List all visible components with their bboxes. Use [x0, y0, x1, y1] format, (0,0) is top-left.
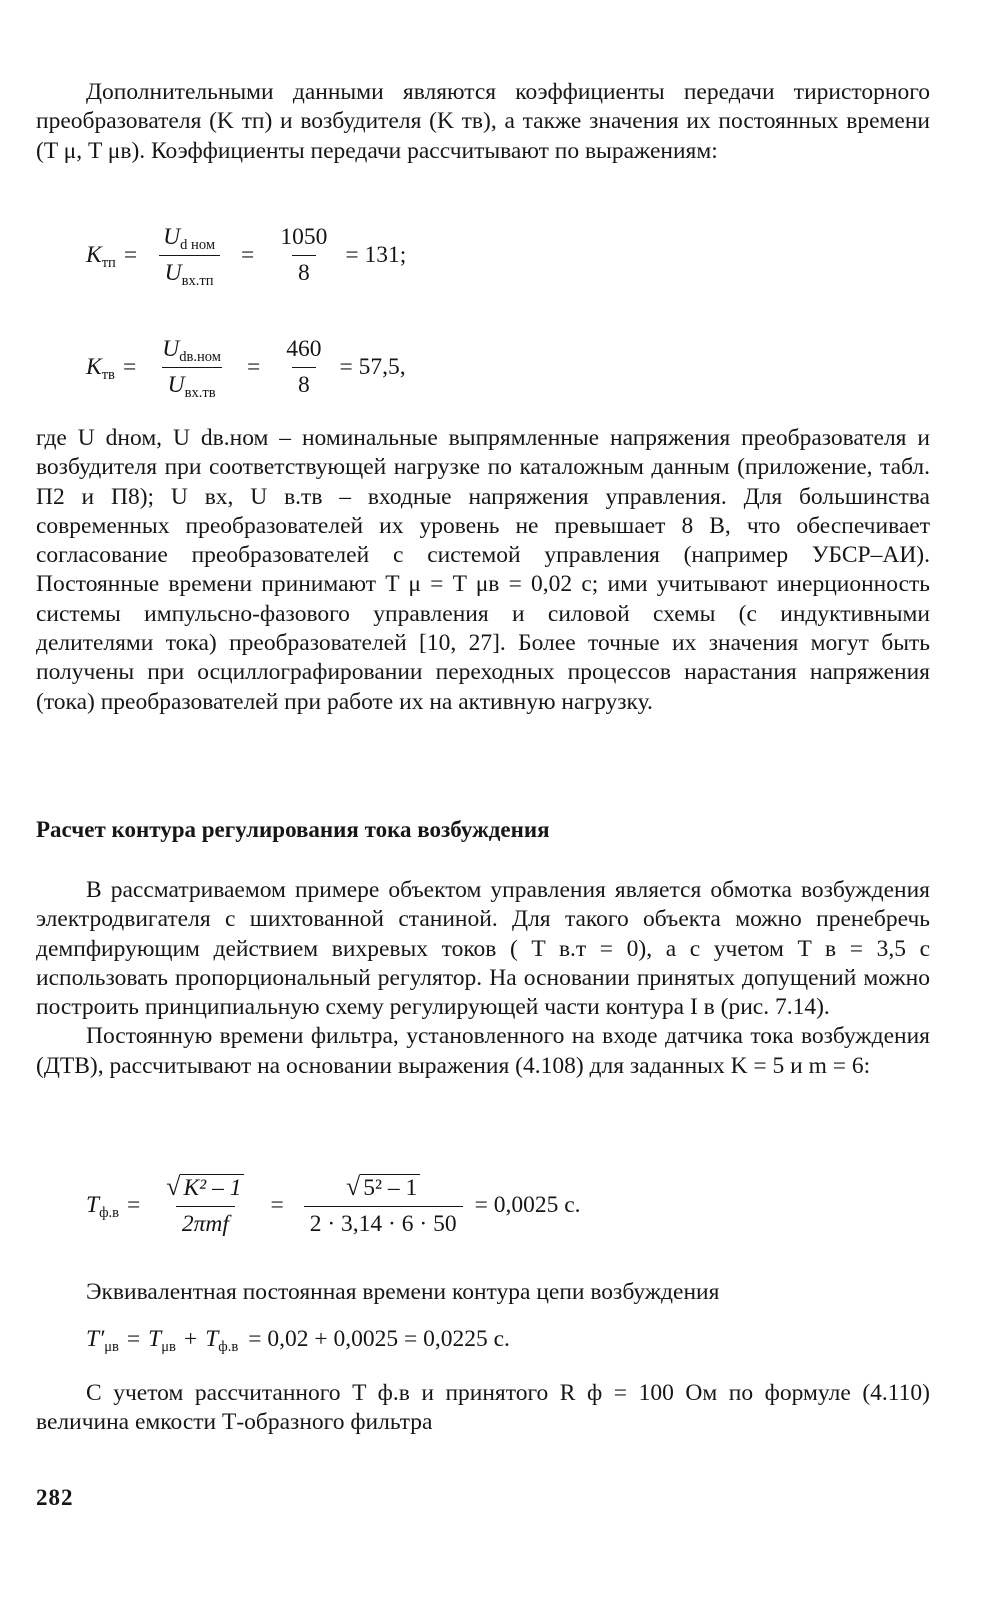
formula-t-mu-v: $T'_{\mu в}$ = $T_{\mu в}$ + $T_{ф.в}$ = 0,02 + 0,0025 = 0,0225 с. [86, 1326, 510, 1356]
formula-t-fv-lhs: $T_{ф.в}$ [86, 1191, 120, 1221]
formula-t-mu-v-lhs: $T'_{\mu в}$ [86, 1326, 119, 1356]
formula-k-tv: $K_{тв}$ = $\frac{U_{dв.ном}}{U_{вх.тв}}$ = $\frac{460}{8}$ = 57,5, [86, 336, 406, 402]
formula-t-mu-v-result: = 0,02 + 0,0025 = 0,0225 с. [248, 1326, 510, 1352]
paragraph-where-definitions: где U dном, U dв.ном – номинальные выпрямленные напряжения преобразователя и возбудителя при соответствующей нагрузке по каталожным данным (приложение, табл. П2 и П8); U вх, U в.тв – входные напряжения управления. Для большинства современных преобразователей их уровень не превышает 8 В, что обеспечивает согласование преобразователей с системой управления (например УБСР–АИ). Постоянные времени принимают T μ = T μв = 0,02 с; ими учитывают инерционность системы импульсно-фазового управления и силовой схемы (с индуктивными делителями тока) преобразователей [10, 27]. Более точные их значения могут быть получены при осциллографировании переходных процессов нарастания напряжения (тока) преобразователей при работе их на активную нагрузку. [36, 425, 930, 715]
formula-k-tv-lhs: $K_{тв}$ [86, 354, 115, 384]
formula-k-tp-numeric: $\frac{1050}{8}$ [280, 224, 328, 286]
formula-k-tp-fraction: $\frac{U_{d ном}}{U_{вх.тп}}$ [157, 224, 221, 287]
formula-t-fv-result: = 0,0025 с. [474, 1191, 581, 1218]
section-heading: Расчет контура регулирования тока возбуждения [36, 817, 550, 842]
formula-k-tv-numeric: $\frac{460}{8}$ [286, 336, 322, 398]
formula-k-tp-lhs: $K_{тп}$ [86, 242, 116, 272]
paragraph-filter-capacity: С учетом рассчитанного T ф.в и принятого R ф = 100 Ом по формуле (4.110) величина емкости Т-образного фильтра [36, 1380, 930, 1436]
paragraph-coefficients-intro: Дополнительными данными являются коэффициенты передачи тиристорного преобразователя (K тп) и возбудителя (K тв), а также значения их постоянных времени (T μ, T μв). Коэффициенты передачи рассчитывают по выражениям: [36, 79, 930, 164]
paragraph-filter-constant: Постоянную времени фильтра, установленного на входе датчика тока возбуждения (ДТВ), рассчитывают на основании выражения (4.108) для заданных K = 5 и m = 6: [36, 1023, 930, 1079]
page-number: 282 [36, 1485, 74, 1510]
paragraph-equivalent-constant: Эквивалентная постоянная времени контура цепи возбуждения [86, 1279, 720, 1305]
formula-t-fv-numeric: $\frac{\text{√ 5² – 1}}{2 \cdot 3,14 \cdot 6 \cdot 50}$ [304, 1172, 463, 1238]
formula-t-fv: $T_{ф.в}$ = $\frac{\text{√ K² – 1}}{\text{2πmf}}$ = $\frac{\text{√ 5² – 1}}{2 \cdot 3,14 \cdot 6 \cdot 50}$ = 0,0025 с. [86, 1172, 581, 1237]
formula-t-fv-fraction: $\frac{\text{√ K² – 1}}{\text{2πmf}}$ [160, 1172, 250, 1238]
formula-k-tp-result: = 131; [345, 242, 407, 268]
formula-k-tv-fraction: $\frac{U_{dв.ном}}{U_{вх.тв}}$ [162, 336, 221, 402]
paragraph-control-object: В рассматриваемом примере объектом управления является обмотка возбуждения электродвигателя с шихтованной станиной. Для такого объекта можно пренебречь демпфирующим действием вихревых токов ( T в.т = 0), а с учетом T в = 3,5 с использовать пропорциональный регулятор. На основании принятых допущений можно построить принципиальную схему регулирующей части контура I в (рис. 7.14). Постоянную времени фильтра, установленного на входе датчика тока возбуждения (ДТВ), рассчитывают на основании выражения (4.108) для заданных K = 5 и m = 6: [36, 876, 930, 1081]
formula-k-tv-result: = 57,5, [339, 354, 406, 380]
formula-k-tp: $K_{тп}$ = $\frac{U_{d ном}}{U_{вх.тп}}$ = $\frac{1050}{8}$ = 131; [86, 224, 407, 290]
